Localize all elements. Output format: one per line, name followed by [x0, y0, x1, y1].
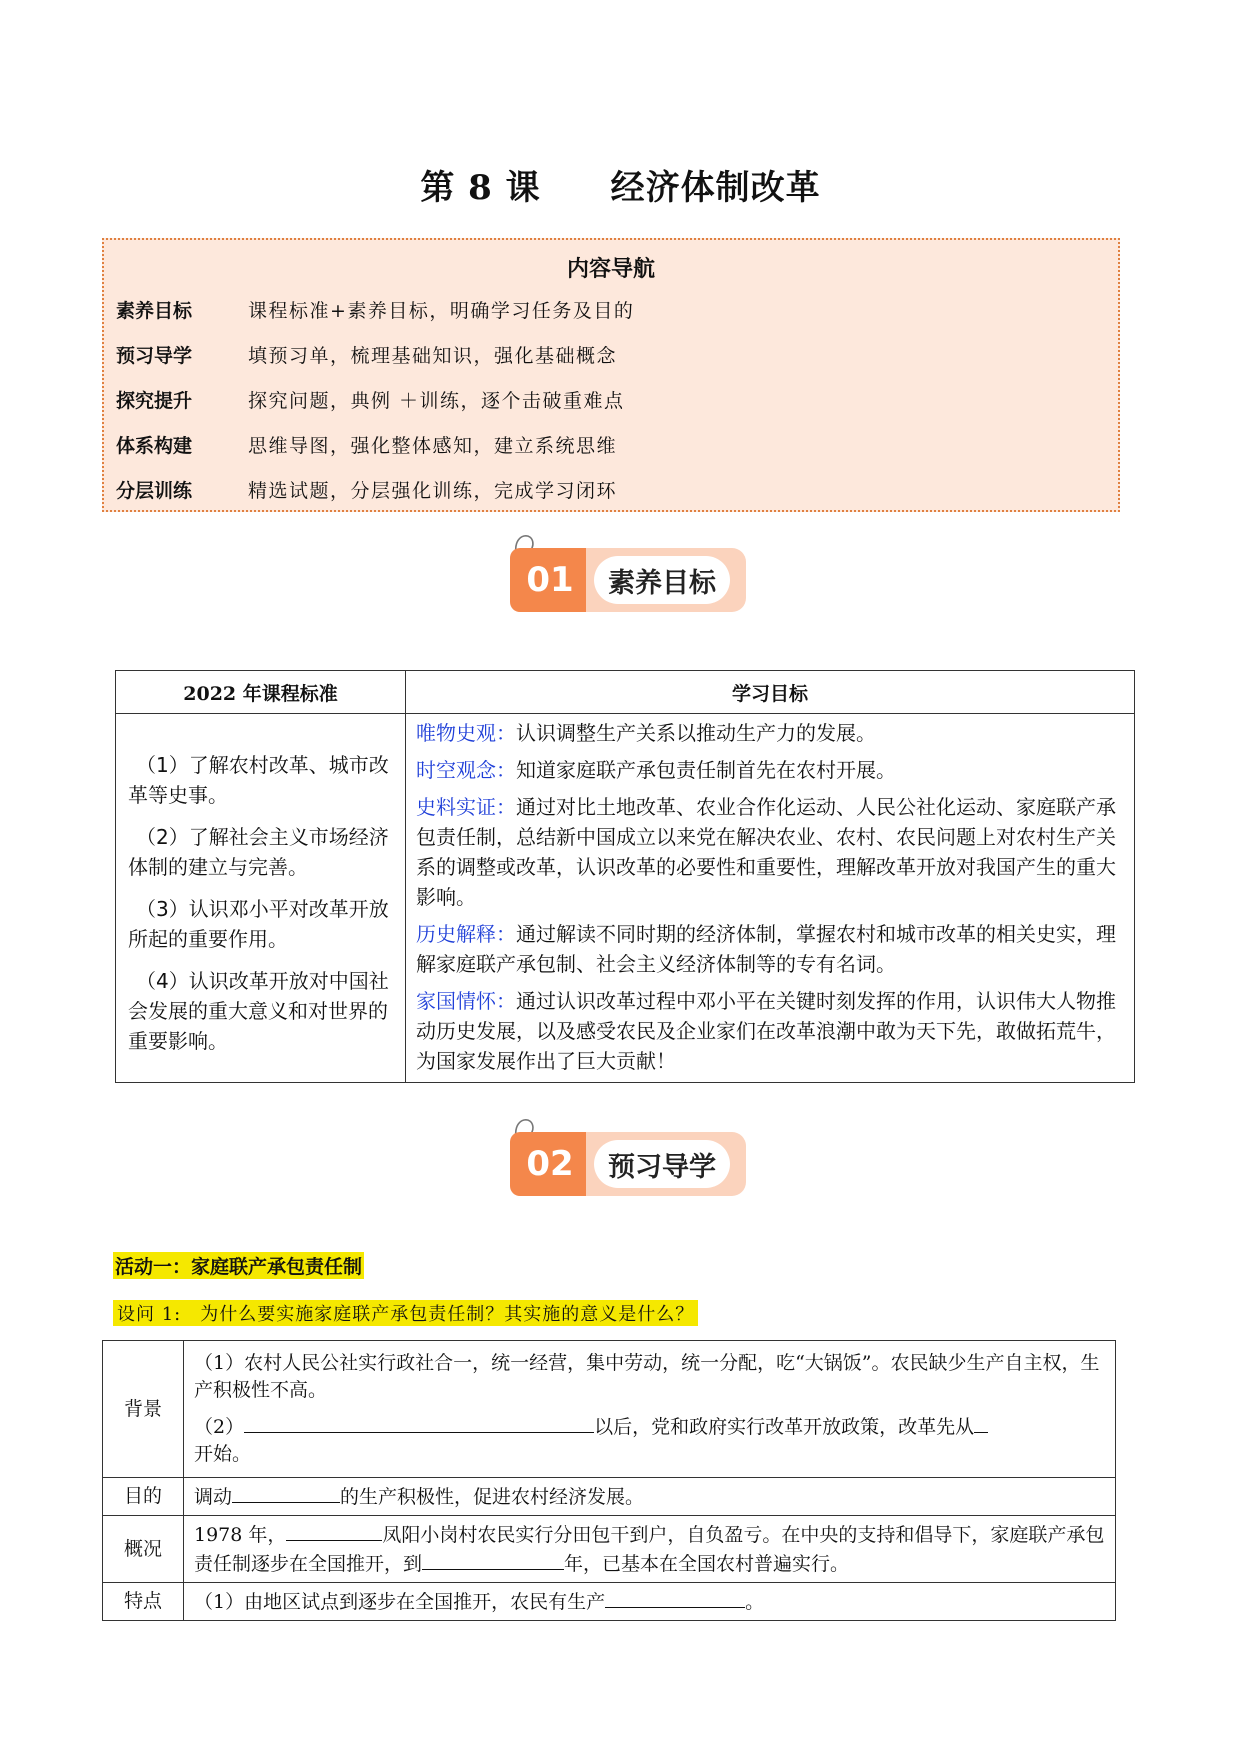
standard-item: （4）认识改革开放对中国社会发展的重大意义和对世界的重要影响。 — [128, 969, 389, 1053]
fill-blank[interactable] — [605, 1587, 745, 1608]
fill-blank[interactable] — [286, 1520, 382, 1541]
goals-cell — [406, 714, 1135, 1083]
text-span: 。 — [745, 1591, 765, 1613]
goal-tag: 历史解释： — [416, 922, 516, 946]
goal-tag: 时空观念： — [416, 758, 516, 782]
fill-blank[interactable] — [244, 1412, 594, 1433]
goal-text: 通过认识改革过程中邓小平在关键时刻发挥的作用，认识伟大人物推动历史发展，以及感受农民及企业家们在改革浪潮中敢为天下先，敢做拓荒牛，为国家发展作出了巨大贡献！ — [416, 989, 1116, 1073]
row-key: 背景 — [103, 1341, 184, 1478]
column-header: 2022 年课程标准 — [116, 671, 406, 714]
nav-key: 素养目标 — [116, 300, 193, 322]
fill-blank[interactable] — [232, 1482, 340, 1503]
text-span: 年，已基本在全国农村普遍实行。 — [564, 1553, 850, 1575]
text-span: 以后，党和政府实行改革开放政策，改革先从 — [594, 1416, 975, 1438]
goal-item — [416, 919, 1126, 979]
goal-text: 通过解读不同时期的经济体制，掌握农村和城市改革的相关史实，理解家庭联产承包制、社会主义经济体制等的专有名词。 — [416, 922, 1116, 976]
badge-label: 素养目标 — [594, 556, 730, 604]
feature-cell — [184, 1583, 1116, 1621]
nav-value: 课程标准+素养目标，明确学习任务及目的 — [248, 300, 635, 322]
section-badge-02 — [510, 1112, 750, 1210]
nav-key: 预习导学 — [116, 345, 193, 367]
nav-value: 精选试题，分层强化训练，完成学习闭环 — [248, 480, 618, 502]
nav-heading: 内容导航 — [566, 256, 655, 282]
standard-item: （3）认识邓小平对改革开放所起的重要作用。 — [128, 897, 389, 951]
fill-blank[interactable] — [974, 1412, 988, 1433]
question-prompt: 设问 1: 为什么要实施家庭联产承包责任制？其实施的意义是什么？ — [113, 1300, 698, 1326]
standards-cell — [116, 714, 406, 1083]
column-header: 学习目标 — [406, 671, 1135, 714]
nav-row — [116, 341, 617, 368]
fill-blank[interactable] — [422, 1549, 564, 1570]
badge-label: 预习导学 — [594, 1140, 730, 1188]
nav-row — [116, 431, 617, 458]
text-span: 调动 — [194, 1486, 233, 1508]
nav-key: 体系构建 — [116, 435, 193, 457]
goal-tag: 唯物史观： — [416, 721, 516, 745]
standard-item: （2）了解社会主义市场经济体制的建立与完善。 — [128, 825, 389, 879]
goal-item — [416, 986, 1126, 1076]
text-span: 开始。 — [194, 1443, 252, 1465]
nav-row — [116, 476, 617, 503]
aim-cell — [184, 1478, 1116, 1516]
goal-tag: 家国情怀： — [416, 989, 516, 1013]
nav-value: 填预习单，梳理基础知识，强化基础概念 — [248, 345, 618, 367]
activity-title: 活动一：家庭联产承包责任制 — [113, 1252, 364, 1279]
text-span: 凤阳小岗村农民实行分田包干到户，自负盈亏。在中央的支持和倡导下，家庭联产承包责任制逐步在全国推开，到 — [194, 1524, 1105, 1575]
nav-key: 分层训练 — [116, 480, 193, 502]
lesson-number: 第 8 课 — [420, 168, 541, 208]
nav-value: 思维导图，强化整体感知，建立系统思维 — [248, 435, 618, 457]
goal-text: 知道家庭联产承包责任制首先在农村开展。 — [516, 758, 896, 782]
preview-worksheet-table — [102, 1340, 1116, 1621]
background-cell — [184, 1341, 1116, 1478]
badge-label-frame — [586, 1132, 746, 1196]
badge-number: 02 — [510, 1132, 590, 1196]
badge-label-frame — [586, 548, 746, 612]
background-line-2 — [194, 1412, 1105, 1468]
nav-key: 探究提升 — [116, 390, 193, 412]
row-key: 特点 — [103, 1583, 184, 1621]
goal-item — [416, 755, 1126, 785]
goal-text: 认识调整生产关系以推动生产力的发展。 — [516, 721, 876, 745]
text-span: 1978 年， — [194, 1524, 287, 1546]
goal-item — [416, 792, 1126, 912]
goal-item — [416, 718, 1126, 748]
nav-row — [116, 296, 634, 323]
page-title — [0, 160, 1241, 209]
goal-text: 通过对比土地改革、农业合作化运动、人民公社化运动、家庭联产承包责任制，总结新中国成立以来党在解决农业、农村、农民问题上对农村生产关系的调整或改革，认识改革的必要性和重要性，理解改革开放对我国产生的重大影响。 — [416, 795, 1116, 909]
text-span: 的生产积极性，促进农村经济发展。 — [340, 1486, 645, 1508]
goal-tag: 史料实证： — [416, 795, 516, 819]
row-key: 概况 — [103, 1516, 184, 1583]
lesson-name: 经济体制改革 — [610, 168, 821, 208]
curriculum-standards-table — [115, 670, 1135, 1083]
nav-value: 探究问题，典例 ＋训练，逐个击破重难点 — [248, 390, 625, 412]
nav-row — [116, 386, 625, 413]
standard-item: （1）了解农村改革、城市改革等史事。 — [128, 753, 389, 807]
badge-number: 01 — [510, 548, 590, 612]
row-key: 目的 — [103, 1478, 184, 1516]
content-navigation-box — [102, 238, 1120, 512]
text-span: （2） — [194, 1416, 245, 1438]
text-span: （1）由地区试点到逐步在全国推开，农民有生产 — [194, 1591, 606, 1613]
overview-cell — [184, 1516, 1116, 1583]
section-badge-01 — [510, 528, 750, 626]
background-line-1: （1）农村人民公社实行政社合一，统一经营，集中劳动，统一分配，吃“大锅饭”。农民缺少生产自主权，生产积极性不高。 — [194, 1352, 1100, 1401]
